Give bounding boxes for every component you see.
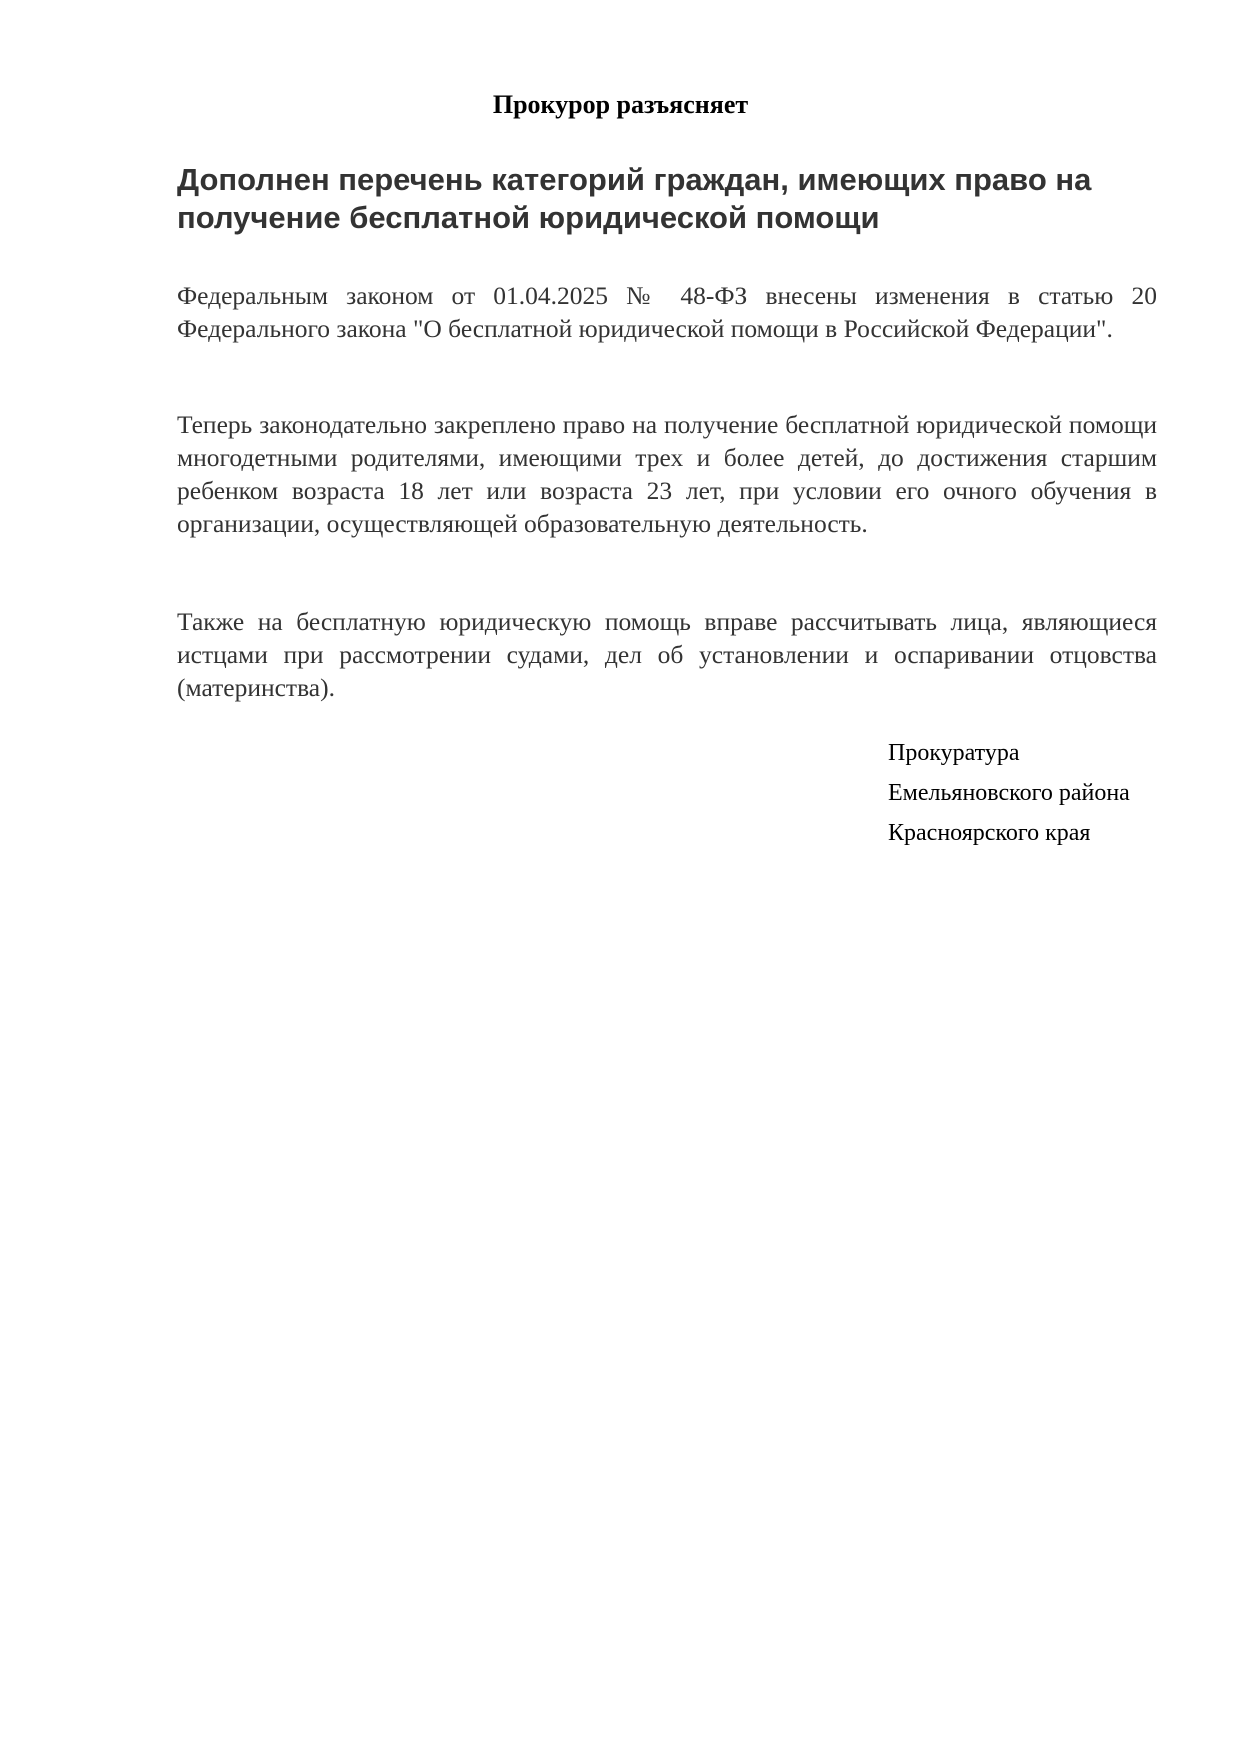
- signature-line-2: Емельяновского района: [888, 780, 1130, 806]
- paragraph-law-amendment: Федеральным законом от 01.04.2025 № 48-ФЗ внесены изменения в статью 20 Федерального закона "О бесплатной юридической помощи в Российской Федерации".: [177, 281, 1157, 343]
- page-header: Прокурор разъясняет: [492, 90, 749, 119]
- signature-line-3: Красноярского края: [888, 820, 1091, 846]
- paragraph-paternity-cases: Также на бесплатную юридическую помощь вправе рассчитывать лица, являющиеся истцами при рассмотрении судами, дел об установлении и оспаривании отцовства (материнства).: [177, 607, 1157, 702]
- signature-line-1: Прокуратура: [888, 740, 1020, 766]
- article-title: Дополнен перечень категорий граждан, имеющих право на получение бесплатной юридической помощи: [177, 162, 1092, 235]
- paragraph-large-families: Теперь законодательно закреплено право на получение бесплатной юридической помощи многодетными родителями, имеющими трех и более детей, до достижения старшим ребенком возраста 18 лет или возраста 23 лет, при условии его очного обучения в организации, осуществляющей образовательную деятельность.: [177, 410, 1157, 538]
- signature-block: [888, 733, 1130, 853]
